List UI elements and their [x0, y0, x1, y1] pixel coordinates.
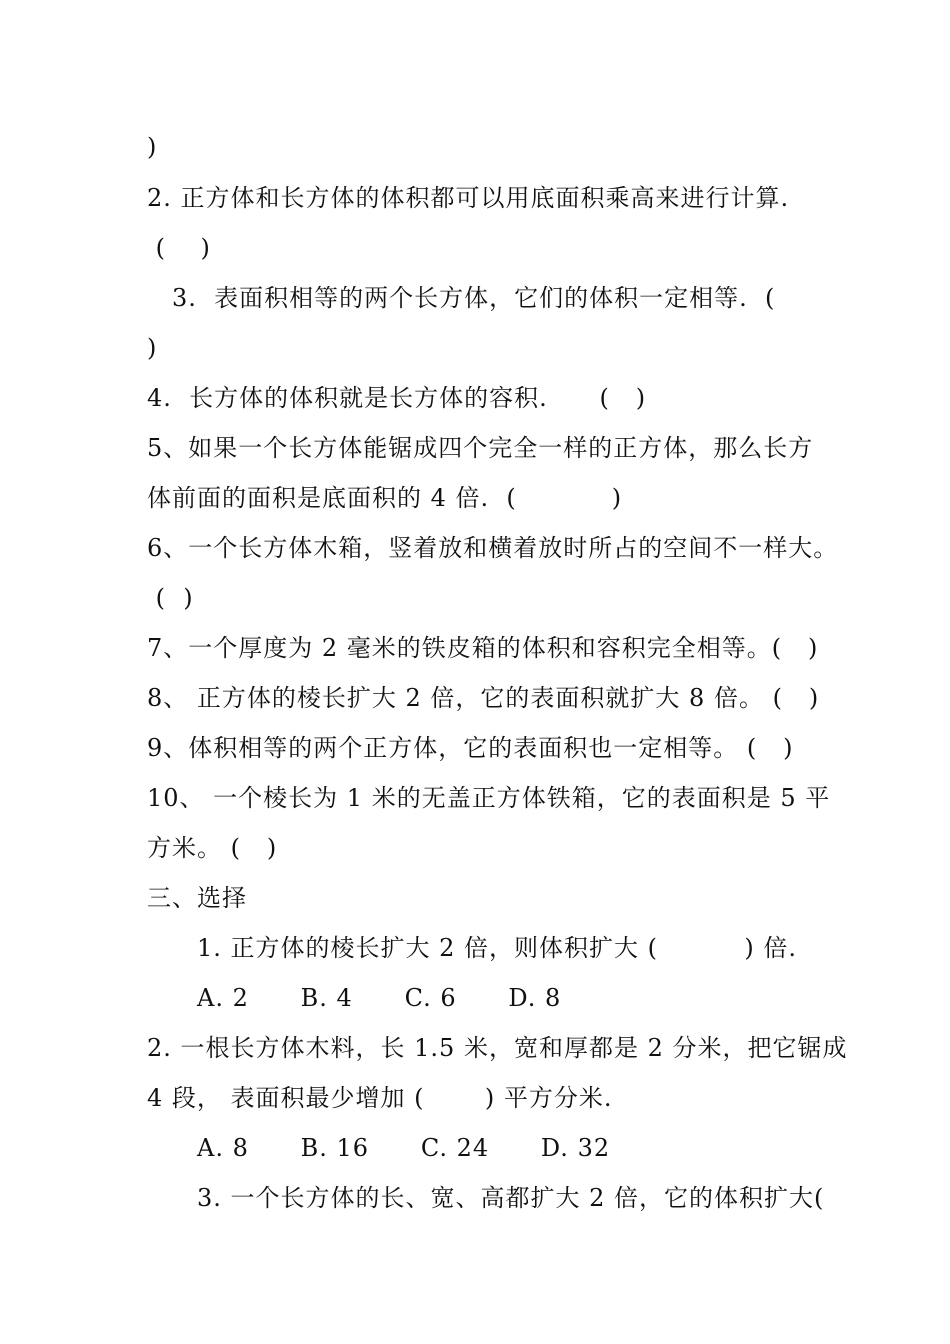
- question-1: 1. 正方体的棱长扩大 2 倍，则体积扩大 ( ) 倍.: [197, 934, 797, 962]
- text-line-10: ( ): [147, 584, 194, 612]
- text-line-5: ): [147, 334, 158, 362]
- question-2: 2. 一根长方体木料，长 1.5 米，宽和厚都是 2 分米，把它锯成: [147, 1034, 848, 1062]
- text-line-4: 3. 表面积相等的两个长方体，它们的体积一定相等. (: [172, 284, 776, 312]
- text-line-8: 体前面的面积是底面积的 4 倍. ( ): [147, 484, 623, 512]
- question-2-cont: 4 段， 表面积最少增加 ( ) 平方分米.: [147, 1084, 613, 1112]
- text-line-13: 9、体积相等的两个正方体，它的表面积也一定相等。 ( ): [147, 734, 794, 762]
- text-line-15: 方米。 ( ): [147, 834, 278, 862]
- text-line-3: ( ): [147, 234, 211, 262]
- question-1-options: A. 2 B. 4 C. 6 D. 8: [197, 984, 562, 1012]
- text-line-14: 10、 一个棱长为 1 米的无盖正方体铁箱，它的表面积是 5 平: [147, 784, 831, 812]
- text-line-6: 4. 长方体的体积就是长方体的容积. ( ): [147, 384, 647, 412]
- question-2-options: A. 8 B. 16 C. 24 D. 32: [197, 1134, 611, 1162]
- question-3: 3. 一个长方体的长、宽、高都扩大 2 倍，它的体积扩大(: [197, 1184, 825, 1212]
- text-line-9: 6、一个长方体木箱，竖着放和横着放时所占的空间不一样大。: [147, 534, 839, 562]
- text-line-2: 2. 正方体和长方体的体积都可以用底面积乘高来进行计算.: [147, 184, 790, 212]
- text-line-7: 5、如果一个长方体能锯成四个完全一样的正方体，那么长方: [147, 434, 814, 462]
- section-heading: 三、选择: [147, 884, 247, 912]
- text-line-1: ): [147, 133, 158, 161]
- text-line-12: 8、 正方体的棱长扩大 2 倍，它的表面积就扩大 8 倍。 ( ): [147, 684, 820, 712]
- text-line-11: 7、一个厚度为 2 毫米的铁皮箱的体积和容积完全相等。( ): [147, 634, 819, 662]
